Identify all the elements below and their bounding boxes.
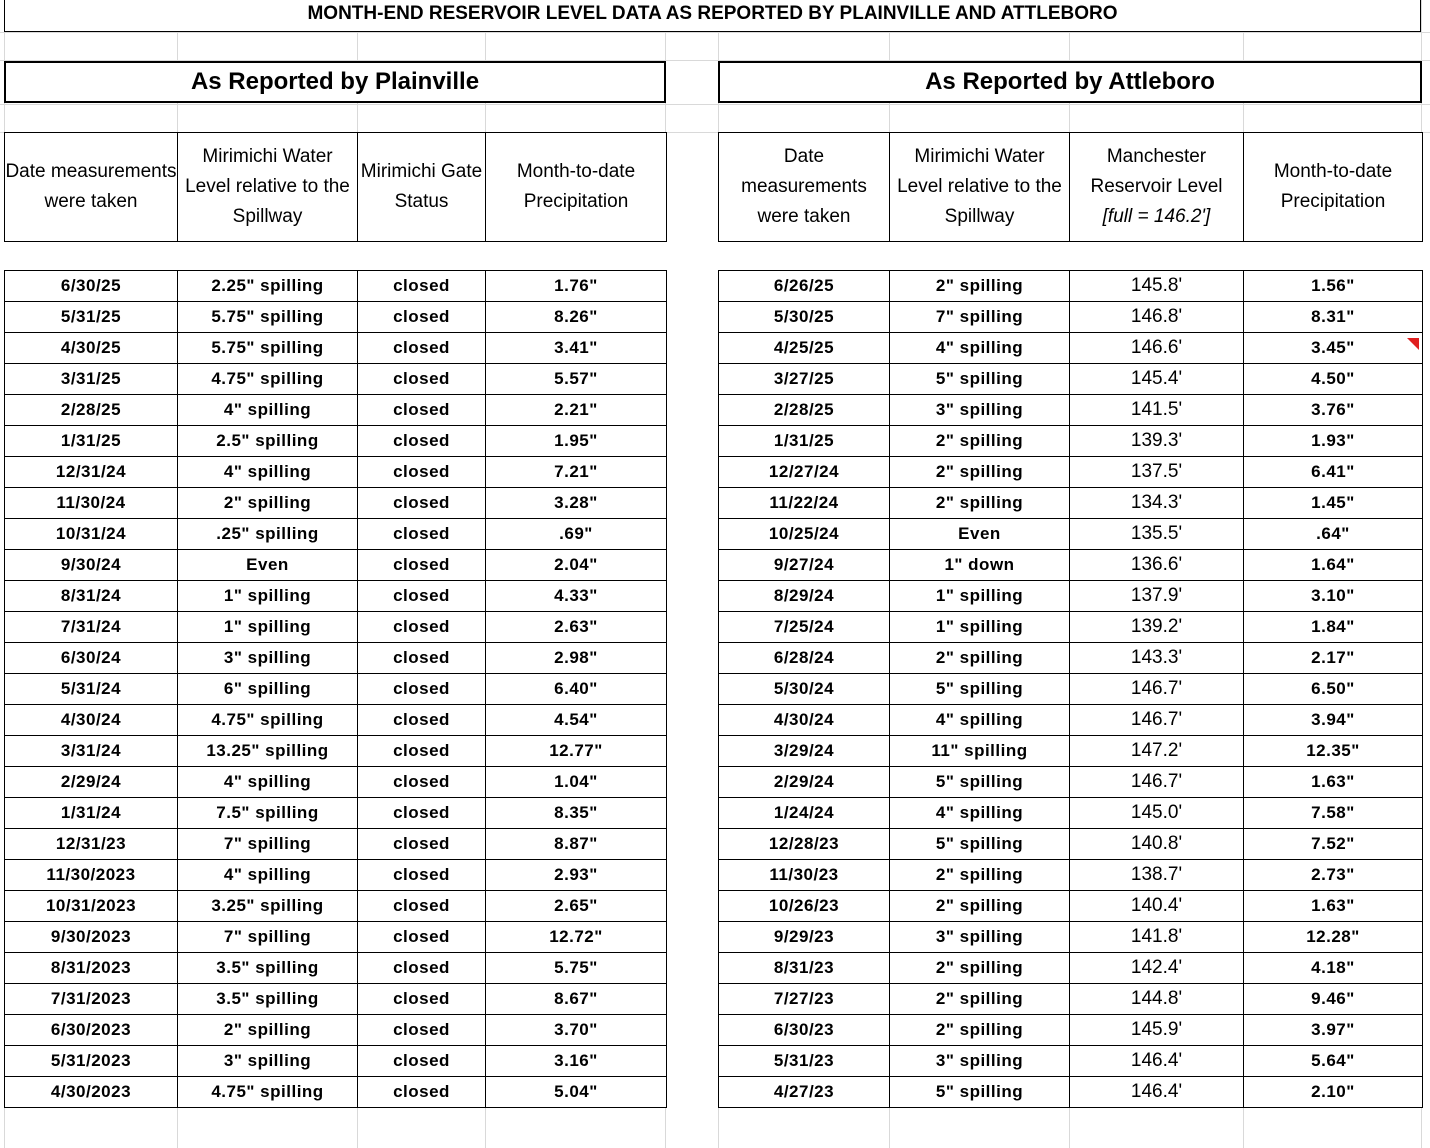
table-row [719, 457, 1423, 488]
precipitation-cell[interactable]: 6.40" [486, 674, 667, 705]
date-cell[interactable]: 11/30/23 [719, 860, 890, 891]
date-cell[interactable]: 6/28/24 [719, 643, 890, 674]
date-cell[interactable]: 10/31/2023 [5, 891, 178, 922]
table-row [719, 736, 1423, 767]
precipitation-cell[interactable]: 1.04" [486, 767, 667, 798]
precipitation-cell[interactable]: .69" [486, 519, 667, 550]
water-level-cell[interactable]: 4" spilling [178, 767, 358, 798]
date-cell[interactable]: 10/31/24 [5, 519, 178, 550]
date-cell[interactable]: 5/31/24 [5, 674, 178, 705]
water-level-cell[interactable]: 2" spilling [890, 860, 1070, 891]
date-cell[interactable]: 9/27/24 [719, 550, 890, 581]
date-cell[interactable]: 6/30/23 [719, 1015, 890, 1046]
spacer-row [5, 242, 667, 271]
water-level-cell[interactable]: 2" spilling [890, 426, 1070, 457]
table-row [719, 1015, 1423, 1046]
water-level-cell[interactable]: 3" spilling [178, 643, 358, 674]
precipitation-cell[interactable]: 3.76" [1244, 395, 1423, 426]
column-header-date: Date measurements were taken [719, 133, 890, 242]
table-row [719, 674, 1423, 705]
table-row [5, 953, 667, 984]
gate-status-cell[interactable]: closed [358, 395, 486, 426]
gate-status-cell[interactable]: closed [358, 457, 486, 488]
reservoir-level-cell[interactable]: 140.4' [1070, 891, 1244, 922]
date-cell[interactable]: 2/28/25 [5, 395, 178, 426]
date-cell[interactable]: 1/24/24 [719, 798, 890, 829]
date-cell[interactable]: 1/31/25 [719, 426, 890, 457]
table-row [5, 488, 667, 519]
water-level-cell[interactable]: 2" spilling [890, 1015, 1070, 1046]
column-header-water-level: Mirimichi Water Level relative to the Spillway [178, 133, 358, 242]
plainville-heading: As Reported by Plainville [4, 61, 666, 103]
precipitation-cell[interactable]: 6.50" [1244, 674, 1423, 705]
precipitation-cell[interactable]: 12.72" [486, 922, 667, 953]
reservoir-level-cell[interactable]: 141.5' [1070, 395, 1244, 426]
date-cell[interactable]: 3/31/24 [5, 736, 178, 767]
gate-status-cell[interactable]: closed [358, 426, 486, 457]
table-row [5, 271, 667, 302]
date-cell[interactable]: 6/30/24 [5, 643, 178, 674]
date-cell[interactable]: 9/30/24 [5, 550, 178, 581]
date-cell[interactable]: 2/29/24 [5, 767, 178, 798]
water-level-cell[interactable]: 2" spilling [890, 643, 1070, 674]
table-row [5, 922, 667, 953]
table-row [719, 581, 1423, 612]
precipitation-cell[interactable]: 7.21" [486, 457, 667, 488]
reservoir-level-cell[interactable]: 146.7' [1070, 767, 1244, 798]
water-level-cell[interactable]: 2" spilling [890, 953, 1070, 984]
date-cell[interactable]: 5/31/23 [719, 1046, 890, 1077]
date-cell[interactable]: 6/30/25 [5, 271, 178, 302]
reservoir-level-cell[interactable]: 137.5' [1070, 457, 1244, 488]
date-cell[interactable]: 3/31/25 [5, 364, 178, 395]
reservoir-level-cell[interactable]: 145.9' [1070, 1015, 1244, 1046]
table-row [719, 891, 1423, 922]
precipitation-cell[interactable]: 3.45" [1244, 333, 1423, 364]
precipitation-cell[interactable]: 8.67" [486, 984, 667, 1015]
date-cell[interactable]: 7/27/23 [719, 984, 890, 1015]
table-row [719, 271, 1423, 302]
precipitation-cell[interactable]: 3.28" [486, 488, 667, 519]
precipitation-cell[interactable]: 1.84" [1244, 612, 1423, 643]
table-row [719, 798, 1423, 829]
precipitation-cell[interactable]: 1.56" [1244, 271, 1423, 302]
water-level-cell[interactable]: 4.75" spilling [178, 1077, 358, 1108]
water-level-cell[interactable]: 6" spilling [178, 674, 358, 705]
table-row [5, 1077, 667, 1108]
table-row [5, 612, 667, 643]
table-header-row [719, 133, 1423, 242]
table-row [719, 922, 1423, 953]
reservoir-level-cell[interactable]: 145.4' [1070, 364, 1244, 395]
precipitation-cell[interactable]: 1.95" [486, 426, 667, 457]
precipitation-cell[interactable]: 12.35" [1244, 736, 1423, 767]
precipitation-cell[interactable]: 1.45" [1244, 488, 1423, 519]
reservoir-level-cell[interactable]: 147.2' [1070, 736, 1244, 767]
date-cell[interactable]: 9/30/2023 [5, 922, 178, 953]
gate-status-cell[interactable]: closed [358, 364, 486, 395]
column-header-reservoir-level [1070, 133, 1244, 242]
table-row [5, 333, 667, 364]
precipitation-cell[interactable]: 3.41" [486, 333, 667, 364]
gate-status-cell[interactable]: closed [358, 302, 486, 333]
table-row [719, 643, 1423, 674]
precipitation-cell[interactable]: 8.31" [1244, 302, 1423, 333]
column-header-gate-status: Mirimichi Gate Status [358, 133, 486, 242]
date-cell[interactable]: 5/31/25 [5, 302, 178, 333]
water-level-cell[interactable]: 3" spilling [890, 1046, 1070, 1077]
attleboro-heading: As Reported by Attleboro [718, 61, 1422, 103]
reservoir-level-cell[interactable]: 140.8' [1070, 829, 1244, 860]
table-row [5, 581, 667, 612]
table-row [5, 736, 667, 767]
precipitation-cell[interactable]: 7.58" [1244, 798, 1423, 829]
water-level-cell[interactable]: 4" spilling [178, 860, 358, 891]
water-level-cell[interactable]: 3" spilling [890, 395, 1070, 426]
date-cell[interactable]: 8/31/23 [719, 953, 890, 984]
date-cell[interactable]: 1/31/25 [5, 426, 178, 457]
table-row [5, 302, 667, 333]
precipitation-cell[interactable]: 2.17" [1244, 643, 1423, 674]
precipitation-cell[interactable]: 3.70" [486, 1015, 667, 1046]
table-row [719, 364, 1423, 395]
cell-comment-indicator[interactable] [1407, 338, 1419, 350]
date-cell[interactable]: 2/29/24 [719, 767, 890, 798]
reservoir-level-cell[interactable]: 146.6' [1070, 333, 1244, 364]
reservoir-level-cell[interactable]: 142.4' [1070, 953, 1244, 984]
water-level-cell[interactable]: 2" spilling [178, 1015, 358, 1046]
gate-status-cell[interactable]: closed [358, 953, 486, 984]
water-level-cell[interactable]: 4" spilling [890, 705, 1070, 736]
date-cell[interactable]: 8/31/2023 [5, 953, 178, 984]
reservoir-level-cell[interactable]: 145.8' [1070, 271, 1244, 302]
precipitation-cell[interactable]: 3.97" [1244, 1015, 1423, 1046]
table-row [5, 829, 667, 860]
precipitation-cell[interactable]: 2.63" [486, 612, 667, 643]
table-row [719, 860, 1423, 891]
precipitation-cell[interactable]: 4.54" [486, 705, 667, 736]
table-row [5, 519, 667, 550]
water-level-cell[interactable]: 2" spilling [890, 891, 1070, 922]
table-row [5, 457, 667, 488]
table-row [719, 519, 1423, 550]
water-level-cell[interactable]: 2" spilling [890, 984, 1070, 1015]
reservoir-level-cell[interactable]: 139.3' [1070, 426, 1244, 457]
water-level-cell[interactable]: 3" spilling [178, 1046, 358, 1077]
gate-status-cell[interactable]: closed [358, 736, 486, 767]
gate-status-cell[interactable]: closed [358, 798, 486, 829]
water-level-cell[interactable]: .25" spilling [178, 519, 358, 550]
precipitation-cell[interactable]: 8.26" [486, 302, 667, 333]
water-level-cell[interactable]: 2.5" spilling [178, 426, 358, 457]
precipitation-cell[interactable]: 5.64" [1244, 1046, 1423, 1077]
gate-status-cell[interactable]: closed [358, 1077, 486, 1108]
precipitation-cell[interactable]: 2.21" [486, 395, 667, 426]
water-level-cell[interactable]: 5" spilling [890, 767, 1070, 798]
reservoir-level-cell[interactable]: 141.8' [1070, 922, 1244, 953]
precipitation-cell[interactable]: 2.73" [1244, 860, 1423, 891]
date-cell[interactable]: 4/27/23 [719, 1077, 890, 1108]
date-cell[interactable]: 12/28/23 [719, 829, 890, 860]
precipitation-cell[interactable]: 8.35" [486, 798, 667, 829]
table-row [5, 364, 667, 395]
table-row [719, 395, 1423, 426]
date-cell[interactable]: 6/30/2023 [5, 1015, 178, 1046]
water-level-cell[interactable]: 13.25" spilling [178, 736, 358, 767]
column-header-precipitation: Month-to-date Precipitation [1244, 133, 1423, 242]
date-cell[interactable]: 7/25/24 [719, 612, 890, 643]
precipitation-cell[interactable]: .64" [1244, 519, 1423, 550]
date-cell[interactable]: 8/31/24 [5, 581, 178, 612]
water-level-cell[interactable]: 7.5" spilling [178, 798, 358, 829]
water-level-cell[interactable]: 1" spilling [890, 612, 1070, 643]
plainville-table [4, 132, 667, 1108]
column-header-date: Date measurements were taken [5, 133, 178, 242]
gate-status-cell[interactable]: closed [358, 612, 486, 643]
precipitation-cell[interactable]: 1.93" [1244, 426, 1423, 457]
table-row [5, 891, 667, 922]
table-row [719, 705, 1423, 736]
date-cell[interactable]: 7/31/2023 [5, 984, 178, 1015]
precipitation-cell[interactable]: 12.77" [486, 736, 667, 767]
table-row [5, 426, 667, 457]
spacer-row [719, 242, 1423, 271]
date-cell[interactable]: 2/28/25 [719, 395, 890, 426]
table-row [5, 395, 667, 426]
date-cell[interactable]: 4/25/25 [719, 333, 890, 364]
water-level-cell[interactable]: 2" spilling [890, 488, 1070, 519]
gate-status-cell[interactable]: closed [358, 674, 486, 705]
date-cell[interactable]: 7/31/24 [5, 612, 178, 643]
water-level-cell[interactable]: 4" spilling [178, 395, 358, 426]
date-cell[interactable]: 12/31/24 [5, 457, 178, 488]
precipitation-cell[interactable]: 2.65" [486, 891, 667, 922]
gate-status-cell[interactable]: closed [358, 705, 486, 736]
reservoir-level-cell[interactable]: 144.8' [1070, 984, 1244, 1015]
precipitation-cell[interactable]: 3.94" [1244, 705, 1423, 736]
reservoir-level-cell[interactable]: 135.5' [1070, 519, 1244, 550]
table-row [5, 1046, 667, 1077]
precipitation-cell[interactable]: 4.33" [486, 581, 667, 612]
table-row [719, 550, 1423, 581]
precipitation-cell[interactable]: 5.57" [486, 364, 667, 395]
reservoir-level-cell[interactable]: 139.2' [1070, 612, 1244, 643]
water-level-cell[interactable]: 4.75" spilling [178, 705, 358, 736]
date-cell[interactable]: 5/30/25 [719, 302, 890, 333]
date-cell[interactable]: 1/31/24 [5, 798, 178, 829]
table-row [5, 860, 667, 891]
precipitation-cell[interactable]: 3.16" [486, 1046, 667, 1077]
precipitation-cell[interactable]: 9.46" [1244, 984, 1423, 1015]
precipitation-cell[interactable]: 7.52" [1244, 829, 1423, 860]
gate-status-cell[interactable]: closed [358, 767, 486, 798]
precipitation-cell[interactable]: 4.50" [1244, 364, 1423, 395]
gate-status-cell[interactable]: closed [358, 519, 486, 550]
precipitation-cell[interactable]: 8.87" [486, 829, 667, 860]
table-row [5, 984, 667, 1015]
date-cell[interactable]: 5/30/24 [719, 674, 890, 705]
page-title: MONTH-END RESERVOIR LEVEL DATA AS REPORTED BY PLAINVILLE AND ATTLEBORO [4, 0, 1421, 32]
date-cell[interactable]: 10/25/24 [719, 519, 890, 550]
date-cell[interactable]: 5/31/2023 [5, 1046, 178, 1077]
water-level-cell[interactable]: 11" spilling [890, 736, 1070, 767]
table-row [719, 612, 1423, 643]
reservoir-level-cell[interactable]: 146.7' [1070, 674, 1244, 705]
reservoir-level-cell[interactable]: 146.7' [1070, 705, 1244, 736]
date-cell[interactable]: 4/30/24 [5, 705, 178, 736]
precipitation-cell[interactable]: 12.28" [1244, 922, 1423, 953]
water-level-cell[interactable]: 5" spilling [890, 674, 1070, 705]
table-row [719, 829, 1423, 860]
date-cell[interactable]: 3/27/25 [719, 364, 890, 395]
gate-status-cell[interactable]: closed [358, 333, 486, 364]
water-level-cell[interactable]: 3" spilling [890, 922, 1070, 953]
gate-status-cell[interactable]: closed [358, 891, 486, 922]
gridline [0, 32, 1430, 33]
water-level-cell[interactable]: 2" spilling [890, 271, 1070, 302]
table-row [5, 674, 667, 705]
gate-status-cell[interactable]: closed [358, 1046, 486, 1077]
date-cell[interactable]: 12/27/24 [719, 457, 890, 488]
reservoir-level-cell[interactable]: 146.4' [1070, 1077, 1244, 1108]
table-row [719, 426, 1423, 457]
table-row [719, 1077, 1423, 1108]
column-header-full-note: [full = 146.2'] [1102, 206, 1211, 227]
table-row [719, 1046, 1423, 1077]
water-level-cell[interactable]: 2" spilling [890, 457, 1070, 488]
water-level-cell[interactable]: 5" spilling [890, 364, 1070, 395]
water-level-cell[interactable]: 1" down [890, 550, 1070, 581]
gate-status-cell[interactable]: closed [358, 984, 486, 1015]
table-row [5, 798, 667, 829]
precipitation-cell[interactable]: 6.41" [1244, 457, 1423, 488]
water-level-cell[interactable]: 5" spilling [890, 829, 1070, 860]
table-row [5, 705, 667, 736]
gate-status-cell[interactable]: closed [358, 829, 486, 860]
date-cell[interactable]: 11/30/24 [5, 488, 178, 519]
column-header-reservoir-label: Manchester Reservoir Level [1090, 146, 1223, 197]
water-level-cell[interactable]: 4.75" spilling [178, 364, 358, 395]
water-level-cell[interactable]: 1" spilling [178, 581, 358, 612]
date-cell[interactable]: 6/26/25 [719, 271, 890, 302]
water-level-cell[interactable]: 5.75" spilling [178, 302, 358, 333]
precipitation-cell[interactable]: 1.63" [1244, 891, 1423, 922]
reservoir-level-cell[interactable]: 143.3' [1070, 643, 1244, 674]
precipitation-cell[interactable]: 1.76" [486, 271, 667, 302]
reservoir-level-cell[interactable]: 146.8' [1070, 302, 1244, 333]
table-row [5, 643, 667, 674]
water-level-cell[interactable]: 1" spilling [178, 612, 358, 643]
table-row [719, 984, 1423, 1015]
reservoir-level-cell[interactable]: 136.6' [1070, 550, 1244, 581]
precipitation-cell[interactable]: 4.18" [1244, 953, 1423, 984]
precipitation-cell[interactable]: 2.98" [486, 643, 667, 674]
water-level-cell[interactable]: 2" spilling [178, 488, 358, 519]
column-header-water-level: Mirimichi Water Level relative to the Spillway [890, 133, 1070, 242]
date-cell[interactable]: 8/29/24 [719, 581, 890, 612]
date-cell[interactable]: 3/29/24 [719, 736, 890, 767]
table-row [5, 550, 667, 581]
water-level-cell[interactable]: 5.75" spilling [178, 333, 358, 364]
date-cell[interactable]: 11/22/24 [719, 488, 890, 519]
precipitation-cell[interactable]: 2.10" [1244, 1077, 1423, 1108]
water-level-cell[interactable]: 3.5" spilling [178, 953, 358, 984]
table-header-row [5, 133, 667, 242]
precipitation-cell[interactable]: 1.64" [1244, 550, 1423, 581]
date-cell[interactable]: 4/30/24 [719, 705, 890, 736]
water-level-cell[interactable]: 3.5" spilling [178, 984, 358, 1015]
precipitation-cell[interactable]: 3.10" [1244, 581, 1423, 612]
table-row [719, 488, 1423, 519]
date-cell[interactable]: 9/29/23 [719, 922, 890, 953]
date-cell[interactable]: 11/30/2023 [5, 860, 178, 891]
water-level-cell[interactable]: 4" spilling [178, 457, 358, 488]
reservoir-level-cell[interactable]: 134.3' [1070, 488, 1244, 519]
water-level-cell[interactable]: Even [890, 519, 1070, 550]
water-level-cell[interactable]: 7" spilling [178, 829, 358, 860]
precipitation-cell[interactable]: 5.75" [486, 953, 667, 984]
water-level-cell[interactable]: 7" spilling [178, 922, 358, 953]
reservoir-level-cell[interactable]: 137.9' [1070, 581, 1244, 612]
gate-status-cell[interactable]: closed [358, 488, 486, 519]
water-level-cell[interactable]: Even [178, 550, 358, 581]
water-level-cell[interactable]: 3.25" spilling [178, 891, 358, 922]
water-level-cell[interactable]: 1" spilling [890, 581, 1070, 612]
gate-status-cell[interactable]: closed [358, 271, 486, 302]
reservoir-level-cell[interactable]: 146.4' [1070, 1046, 1244, 1077]
table-row [719, 302, 1423, 333]
date-cell[interactable]: 12/31/23 [5, 829, 178, 860]
water-level-cell[interactable]: 2.25" spilling [178, 271, 358, 302]
precipitation-cell[interactable]: 1.63" [1244, 767, 1423, 798]
table-row [719, 333, 1423, 364]
attleboro-table [718, 132, 1423, 1108]
table-row [5, 767, 667, 798]
precipitation-cell[interactable]: 5.04" [486, 1077, 667, 1108]
date-cell[interactable]: 4/30/25 [5, 333, 178, 364]
precipitation-cell[interactable]: 2.93" [486, 860, 667, 891]
gate-status-cell[interactable]: closed [358, 922, 486, 953]
gate-status-cell[interactable]: closed [358, 581, 486, 612]
date-cell[interactable]: 4/30/2023 [5, 1077, 178, 1108]
table-row [719, 953, 1423, 984]
column-header-precipitation: Month-to-date Precipitation [486, 133, 667, 242]
gate-status-cell[interactable]: closed [358, 643, 486, 674]
water-level-cell[interactable]: 7" spilling [890, 302, 1070, 333]
water-level-cell[interactable]: 5" spilling [890, 1077, 1070, 1108]
water-level-cell[interactable]: 4" spilling [890, 333, 1070, 364]
gridline [0, 104, 1430, 105]
date-cell[interactable]: 10/26/23 [719, 891, 890, 922]
table-row [719, 767, 1423, 798]
gate-status-cell[interactable]: closed [358, 550, 486, 581]
table-row [5, 1015, 667, 1046]
reservoir-level-cell[interactable]: 138.7' [1070, 860, 1244, 891]
precipitation-cell[interactable]: 2.04" [486, 550, 667, 581]
gate-status-cell[interactable]: closed [358, 1015, 486, 1046]
reservoir-level-cell[interactable]: 145.0' [1070, 798, 1244, 829]
gate-status-cell[interactable]: closed [358, 860, 486, 891]
water-level-cell[interactable]: 4" spilling [890, 798, 1070, 829]
